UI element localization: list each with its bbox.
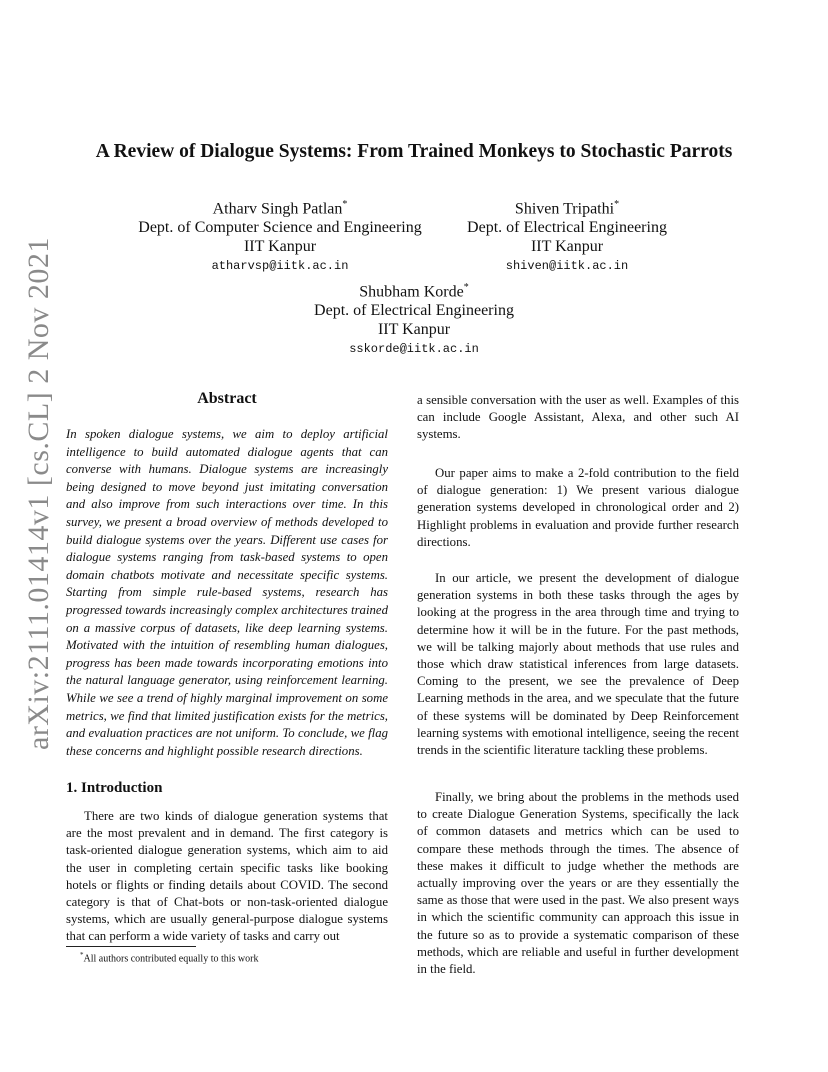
- author-name: Shiven Tripathi*: [514, 199, 620, 218]
- author-department: Dept. of Electrical Engineering: [467, 219, 667, 237]
- footnote: [80, 951, 258, 964]
- author-block-1: [130, 195, 430, 276]
- author-email[interactable]: sskorde@iitk.ac.in: [349, 342, 479, 357]
- introduction-paragraph-2: Our paper aims to make a 2-fold contribution to the field of dialogue generation: 1) We present various dialogue generation systems developed in chronological order and 2) Highlight problems in evaluation and provide further research directions.: [417, 466, 739, 549]
- introduction-paragraph-4: Finally, we bring about the problems in the methods used to create Dialogue Generation Systems, specifically the lack of common datasets and metrics which can be used to compare these methods through the times. The absence of these makes it difficult to judge whether the methods are actually improving over the years or are they essentially the same as those that were used in the past. We also present ways in which the scientific community can approach this issue in the future so as to provide a systematic comparison of these methods, which are reliable and useful in further development in the field.: [417, 790, 739, 977]
- author-department: Dept. of Electrical Engineering: [314, 302, 514, 320]
- introduction-paragraph-1: There are two kinds of dialogue generation systems that are the most prevalent and in demand. The first category is task-oriented dialogue generation systems, which aim to aid the user in completing certain specific tasks like booking hotels or flights or finding details about COVID. The second category is that of Chat-bots or non-task-oriented dialogue systems, which are usually general-purpose dialogue systems that can perform a wide variety of tasks and carry out: [66, 809, 388, 944]
- abstract-text: In spoken dialogue systems, we aim to deploy artificial intelligence to build automated dialogue agents that can converse with humans. Dialogue systems are increasingly being designed to move beyond just imitating conversation and also improve from such interactions over time. In this survey, we present a broad overview of methods developed to build dialogue systems over the years. Different use cases for dialogue systems ranging from task-based systems to open domain chatbots motivate and necessitate specific systems. Starting from simple rule-based systems, research has progressed towards increasingly complex architectures trained on a massive corpus of datasets, like deep learning systems. Motivated with the intuition of resembling human dialogues, progress has been made towards incorporating emotions into the natural language generator, using reinforcement learning. While we see a trend of highly marginal improvement on some metrics, we find that limited justification exists for the metrics, and evaluation practices are not uniform. To conclude, we flag these concerns and highlight possible research directions.: [66, 427, 388, 758]
- footnote-divider: [66, 946, 196, 947]
- introduction-heading: 1. Introduction: [66, 780, 163, 796]
- author-name: Atharv Singh Patlan*: [212, 199, 348, 218]
- author-department: Dept. of Computer Science and Engineering: [138, 219, 422, 237]
- author-institution: IIT Kanpur: [243, 238, 317, 256]
- author-institution: IIT Kanpur: [377, 321, 451, 339]
- author-institution: IIT Kanpur: [530, 238, 604, 256]
- author-email[interactable]: shiven@iitk.ac.in: [505, 259, 629, 274]
- footnote-mark: *: [80, 951, 84, 959]
- author-block-3: [264, 278, 564, 359]
- introduction-paragraph-continued: a sensible conversation with the user as well. Examples of this can include Google Assistant, Alexa, and other such AI systems.: [417, 393, 739, 442]
- author-name: Shubham Korde*: [359, 282, 469, 301]
- abstract-heading: Abstract: [197, 390, 257, 407]
- author-email[interactable]: atharvsp@iitk.ac.in: [211, 259, 349, 274]
- arxiv-identifier-stamp: arXiv:2111.01414v1 [cs.CL] 2 Nov 2021: [22, 237, 55, 750]
- footnote-text: All authors contributed equally to this work: [83, 953, 259, 965]
- paper-title: A Review of Dialogue Systems: From Trained Monkeys to Stochastic Parrots: [95, 141, 733, 162]
- author-block-2: [448, 195, 686, 276]
- introduction-paragraph-3: In our article, we present the development of dialogue generation systems in both these tasks through the ages by looking at the progress in the area through time and trying to determine how it will be in the future. For the past methods, we will be talking majorly about methods that use rules and those which draw statistical inferences from large datasets. Coming to the present, we see the prevalence of Deep Learning methods in the area, and we speculate that the future of these systems will be dominated by Deep Reinforcement learning systems with emotional intelligence, seeing the recent trends in the scientific literature tackling these problems.: [417, 571, 739, 758]
